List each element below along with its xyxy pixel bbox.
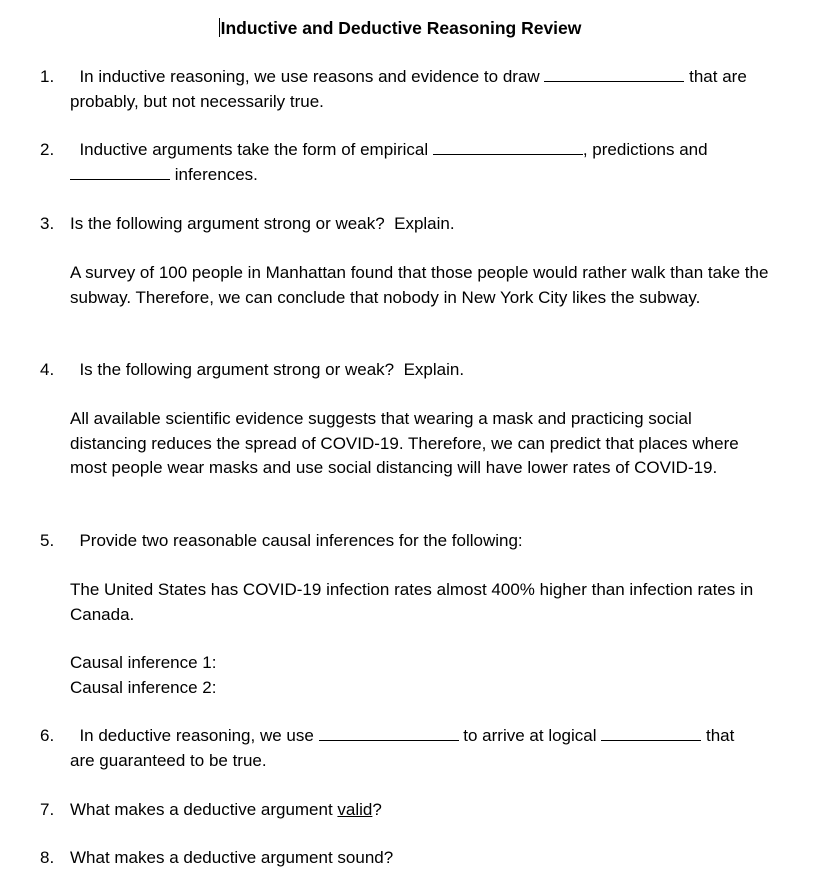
question-4 bbox=[40, 358, 800, 383]
question-text: In deductive reasoning, we use to arrive at logical that bbox=[70, 726, 735, 745]
question-text: Inductive arguments take the form of empirical , predictions and bbox=[70, 140, 708, 159]
question-number: 7. bbox=[40, 800, 55, 819]
question-7 bbox=[40, 798, 800, 823]
answer-blank[interactable] bbox=[70, 163, 170, 180]
question-number: 4. bbox=[40, 360, 55, 379]
question-text-continued: inferences. bbox=[70, 163, 800, 188]
question-3 bbox=[40, 212, 800, 237]
question-number: 5. bbox=[40, 531, 55, 550]
question-text: Is the following argument strong or weak? Explain. bbox=[70, 360, 465, 379]
answer-blank[interactable] bbox=[544, 65, 684, 82]
question-number: 1. bbox=[40, 67, 55, 86]
question-number: 8. bbox=[40, 848, 55, 867]
question-text: Is the following argument strong or weak? Explain. bbox=[70, 214, 455, 233]
question-5 bbox=[40, 529, 800, 554]
question-text: In inductive reasoning, we use reasons and evidence to draw that are bbox=[70, 67, 747, 86]
question-text: What makes a deductive argument valid? bbox=[70, 800, 382, 819]
question-text: What makes a deductive argument sound? bbox=[70, 848, 394, 867]
question-number: 6. bbox=[40, 726, 55, 745]
causal-inference-1-label: Causal inference 1: bbox=[70, 653, 217, 672]
question-text-continued: probably, but not necessarily true. bbox=[70, 91, 324, 111]
underlined-term: valid bbox=[337, 800, 373, 819]
answer-blank[interactable] bbox=[433, 138, 583, 155]
question-text: Provide two reasonable causal inferences for the following: bbox=[70, 531, 523, 550]
answer-blank[interactable] bbox=[601, 724, 701, 741]
question-2 bbox=[40, 138, 800, 187]
causal-inference-2-label: Causal inference 2: bbox=[70, 678, 217, 697]
question-1 bbox=[40, 65, 800, 114]
answer-blank[interactable] bbox=[319, 724, 459, 741]
question-number: 3. bbox=[40, 214, 55, 233]
question-text-continued: are guaranteed to be true. bbox=[70, 750, 267, 770]
question-number: 2. bbox=[40, 140, 55, 159]
question-4-passage: All available scientific evidence suggests that wearing a mask and practicing social distancing reduces the spread of COVID-19. Therefore, we can predict that places where most people wear masks and use social distancing will have lower rates of COVID-19. bbox=[70, 409, 739, 477]
question-5-passage: The United States has COVID-19 infection rates almost 400% higher than infection rates in Canada. bbox=[70, 580, 754, 624]
question-3-passage: A survey of 100 people in Manhattan found that those people would rather walk than take the subway. Therefore, we can conclude that nobody in New York City likes the subway. bbox=[70, 263, 769, 307]
text-cursor bbox=[219, 18, 220, 37]
document-title: Inductive and Deductive Reasoning Review bbox=[220, 18, 582, 38]
question-6 bbox=[40, 724, 800, 773]
